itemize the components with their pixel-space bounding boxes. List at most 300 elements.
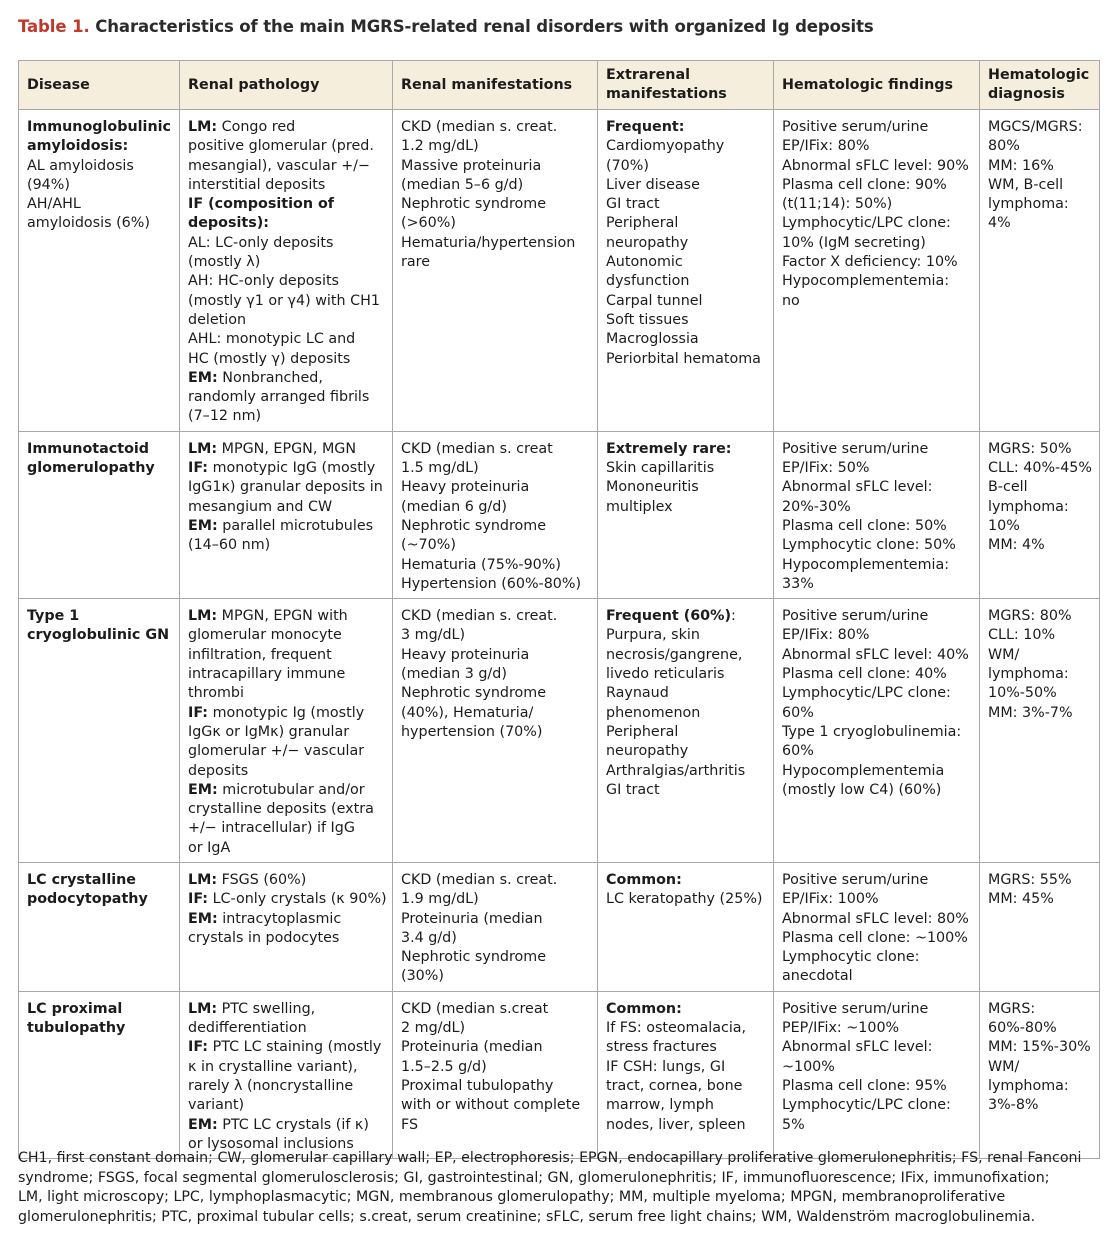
cell-text: or lysosomal inclusions [188, 1135, 354, 1152]
table-body [19, 110, 1100, 1159]
cell-line [606, 195, 765, 214]
cell-line: Positive serum/urine [782, 871, 929, 888]
cell-text: multiplex [606, 498, 673, 515]
cell-text: Arthralgias/arthritis [606, 762, 746, 779]
cell-line: amyloidosis (6%) [27, 215, 150, 232]
cell-line: AH/AHL [27, 196, 81, 213]
cell-heading: IF (composition of [188, 196, 335, 213]
cell-line [606, 350, 765, 369]
cell-text: (mostly γ1 or γ4) with CH1 [188, 292, 380, 309]
extrarenal-manifestations-cell [598, 431, 774, 598]
table-header [19, 61, 1100, 110]
cell-line: 3%-8% [988, 1097, 1039, 1114]
cell-line: MGRS: 50% [988, 440, 1072, 457]
cell-text: Skin capillaritis [606, 460, 715, 477]
cell-text: deletion [188, 311, 247, 328]
cell-line: Abnormal sFLC level: [782, 1039, 933, 1056]
cell-line [606, 137, 765, 156]
cell-text: dysfunction [606, 273, 690, 290]
cell-line: 20%-30% [782, 498, 851, 515]
cell-line [188, 819, 384, 838]
cell-line [188, 330, 384, 349]
extrarenal-manifestations-cell [598, 599, 774, 863]
cell-text: crystals in podocytes [188, 929, 340, 946]
cell-line [606, 459, 765, 478]
cell-line: Abnormal sFLC level: 90% [782, 157, 969, 174]
cell-line: Hypocomplementemia: [782, 273, 950, 290]
cell-line [606, 1096, 765, 1115]
cell-line: (median 3 g/d) [401, 666, 507, 683]
cell-text: (70%) [606, 157, 649, 174]
cell-text: neuropathy [606, 743, 689, 760]
footnote-line: CH1, first constant domain; CW, glomerular capillary wall; EP, electrophoresis; EPGN, endocapillary proliferative glomerulonephritis; FS, renal Fanconi [18, 1150, 1082, 1166]
cell-line [606, 234, 765, 253]
footnote-line: LM, light microscopy; LPC, lymphoplasmacytic; MGN, membranous glomerulopathy; MM, multiple myeloma; MPGN, membranoproliferative [18, 1189, 1006, 1205]
cell-line: LC crystalline [27, 871, 136, 888]
cell-text: nodes, liver, spleen [606, 1116, 746, 1133]
cell-text: If FS: osteomalacia, [606, 1020, 747, 1037]
header-hematologic-diagnosis: Hematologic diagnosis [980, 61, 1100, 110]
cell-line [188, 176, 384, 195]
cell-line: EP/IFix: 100% [782, 891, 879, 908]
cell-text: (7–12 nm) [188, 408, 262, 425]
cell-text: or IgA [188, 839, 231, 856]
cell-line: Positive serum/urine [782, 119, 929, 135]
cell-text: infiltration, frequent [188, 646, 332, 663]
cell-line: cryoglobulinic GN [27, 627, 170, 644]
cell-line: 3.4 g/d) [401, 929, 457, 946]
cell-line: MM: 15%-30% [988, 1039, 1091, 1056]
cell-line: (94%) [27, 176, 70, 193]
cell-text: +/− intracellular) if IgG [188, 820, 355, 837]
extrarenal-manifestations-cell [598, 991, 774, 1158]
cell-heading: Frequent: [606, 119, 685, 135]
cell-line [188, 440, 384, 459]
cell-line [188, 350, 384, 369]
cell-line [606, 607, 765, 626]
cell-text: GI tract [606, 196, 660, 213]
cell-line: MM: 4% [988, 537, 1045, 554]
cell-heading: EM: [188, 1116, 218, 1133]
cell-line: 80% [988, 138, 1020, 155]
cell-heading: IF: [188, 704, 209, 721]
cell-text: GI tract [606, 781, 660, 798]
cell-line [188, 272, 384, 291]
renal-pathology-cell [180, 599, 393, 863]
cell-line: Lymphocytic clone: [782, 949, 920, 966]
cell-line: glomerulopathy [27, 460, 155, 477]
cell-line: WM/ [988, 1058, 1020, 1075]
cell-line [606, 478, 765, 497]
cell-line: podocytopathy [27, 891, 148, 908]
cell-text: (mostly λ) [188, 254, 261, 271]
cell-line [606, 1077, 765, 1096]
cell-text: mesangium and CW [188, 498, 333, 515]
cell-line: Proteinuria (median [401, 910, 543, 927]
cell-line [188, 626, 384, 645]
cell-line: Type 1 [27, 608, 80, 625]
cell-line [188, 407, 384, 426]
hematologic-findings-cell [774, 431, 980, 598]
hematologic-findings-cell [774, 110, 980, 432]
cell-text: PTC LC staining (mostly [208, 1039, 382, 1056]
cell-line: Abnormal sFLC level: [782, 479, 933, 496]
cell-line [188, 157, 384, 176]
hematologic-diagnosis-cell [980, 862, 1100, 991]
cell-line: Lymphocytic/LPC clone: [782, 685, 951, 702]
cell-line: ~100% [782, 1058, 835, 1075]
cell-line: lymphoma: [988, 1077, 1069, 1094]
cell-line [188, 607, 384, 626]
cell-line [188, 195, 384, 214]
cell-line [188, 459, 384, 478]
cell-line [188, 137, 384, 156]
header-renal-pathology: Renal pathology [180, 61, 393, 110]
cell-line: with or without complete [401, 1097, 581, 1114]
cell-text: parallel microtubules [217, 517, 374, 534]
cell-line: 10% [988, 517, 1020, 534]
cell-text: variant) [188, 1097, 245, 1114]
extrarenal-manifestations-cell [598, 862, 774, 991]
renal-manifestations-cell [393, 991, 598, 1158]
cell-line [188, 929, 384, 948]
cell-line: (40%), Hematuria/ [401, 704, 534, 721]
cell-line: no [782, 292, 800, 309]
cell-text: Raynaud [606, 685, 669, 702]
cell-line: Positive serum/urine [782, 1000, 929, 1017]
cell-text: Peripheral [606, 723, 679, 740]
cell-line [606, 646, 765, 665]
cell-line [606, 742, 765, 761]
renal-pathology-cell [180, 110, 393, 432]
cell-text: deposits [188, 762, 249, 779]
cell-line [606, 762, 765, 781]
table-row [19, 991, 1100, 1158]
cell-line [188, 704, 384, 723]
cell-line: MGRS: 55% [988, 871, 1072, 888]
header-renal-manifestations: Renal manifestations [393, 61, 598, 110]
cell-line: (t(11;14): 50%) [782, 196, 893, 213]
cell-line: Proximal tubulopathy [401, 1077, 554, 1094]
cell-line: MM: 16% [988, 157, 1054, 174]
cell-line: Positive serum/urine [782, 440, 929, 457]
cell-heading: EM: [188, 369, 218, 386]
cell-line: 5% [782, 1116, 805, 1133]
cell-text: randomly arranged fibrils [188, 389, 370, 406]
cell-text: neuropathy [606, 234, 689, 251]
cell-text: AHL: monotypic LC and [188, 331, 356, 348]
cell-heading: LM: [188, 440, 218, 457]
cell-line: (>60%) [401, 215, 456, 232]
cell-line: (median 5–6 g/d) [401, 176, 524, 193]
cell-line [188, 369, 384, 388]
cell-heading: Common: [606, 1000, 682, 1017]
cell-line: hypertension (70%) [401, 723, 543, 740]
cell-line: MM: 3%-7% [988, 704, 1073, 721]
cell-line: CLL: 40%-45% [988, 460, 1092, 477]
cell-line [606, 704, 765, 723]
cell-line: tubulopathy [27, 1020, 126, 1037]
renal-manifestations-cell [393, 862, 598, 991]
cell-line: B-cell [988, 479, 1028, 496]
cell-text: Cardiomyopathy [606, 138, 725, 155]
cell-text: thrombi [188, 685, 244, 702]
cell-text: AH: HC-only deposits [188, 273, 340, 290]
table-caption: Characteristics of the main MGRS-related renal disorders with organized Ig deposits [95, 17, 874, 36]
cell-line [606, 1038, 765, 1057]
cell-text: stress fractures [606, 1039, 717, 1056]
extrarenal-manifestations-cell [598, 110, 774, 432]
cell-line [188, 742, 384, 761]
cell-heading: Frequent (60%) [606, 608, 731, 625]
cell-line: EP/IFix: 80% [782, 627, 870, 644]
cell-line [188, 214, 384, 233]
cell-heading: Common: [606, 871, 682, 888]
header-row [19, 61, 1100, 110]
header-extrarenal-manifestations: Extrarenal manifestations [598, 61, 774, 110]
cell-text: PTC swelling, [217, 1000, 316, 1017]
cell-line [188, 292, 384, 311]
cell-heading: EM: [188, 517, 218, 534]
cell-line: 60%-80% [988, 1020, 1057, 1037]
table-row [19, 862, 1100, 991]
cell-heading: LM: [188, 119, 218, 135]
cell-line [606, 723, 765, 742]
cell-line [188, 800, 384, 819]
cell-line: MGCS/MGRS: [988, 119, 1083, 135]
cell-line: Heavy proteinuria [401, 479, 530, 496]
cell-line: Lymphocytic/LPC clone: [782, 1097, 951, 1114]
cell-line: 3 mg/dL) [401, 627, 466, 644]
cell-line: 1.5 mg/dL) [401, 460, 479, 477]
hematologic-findings-cell [774, 599, 980, 863]
cell-line [606, 157, 765, 176]
cell-text: glomerular monocyte [188, 627, 342, 644]
cell-line [188, 839, 384, 858]
cell-line [188, 910, 384, 929]
table-footnote [18, 1149, 1103, 1227]
cell-text: AL: LC-only deposits [188, 234, 334, 251]
renal-manifestations-cell [393, 110, 598, 432]
cell-line [188, 1038, 384, 1057]
cell-text: livedo reticularis [606, 666, 725, 683]
cell-line: Plasma cell clone: 90% [782, 176, 947, 193]
cell-text: FSGS (60%) [217, 871, 307, 888]
cell-line [606, 253, 765, 272]
cell-line: Nephrotic syndrome [401, 949, 547, 966]
cell-line: EP/IFix: 80% [782, 138, 870, 155]
cell-line [606, 272, 765, 291]
cell-line [606, 684, 765, 703]
cell-line: rare [401, 254, 430, 271]
cell-line [606, 1019, 765, 1038]
cell-line [606, 626, 765, 645]
cell-text: LC-only crystals (κ 90%) [208, 891, 387, 908]
cell-heading: EM: [188, 910, 218, 927]
cell-line [606, 665, 765, 684]
cell-line: CLL: 10% [988, 627, 1056, 644]
cell-line: WM/ [988, 646, 1020, 663]
cell-line [606, 118, 765, 137]
cell-line: Positive serum/urine [782, 608, 929, 625]
cell-line [188, 871, 384, 890]
cell-text: Autonomic [606, 254, 683, 271]
cell-line: CKD (median s. creat. [401, 608, 558, 625]
cell-text: phenomenon [606, 704, 701, 721]
cell-text: mesangial), vascular +/− [188, 157, 370, 174]
cell-line [188, 1058, 384, 1077]
cell-text: interstitial deposits [188, 176, 326, 193]
cell-line: 10%-50% [988, 685, 1057, 702]
cell-line [188, 665, 384, 684]
cell-text: LC keratopathy (25%) [606, 891, 763, 908]
cell-text: intracapillary immune [188, 666, 346, 683]
table-row [19, 431, 1100, 598]
cell-line [188, 1000, 384, 1019]
cell-heading: EM: [188, 781, 218, 798]
cell-line: 1.5–2.5 g/d) [401, 1058, 487, 1075]
renal-manifestations-cell [393, 599, 598, 863]
cell-line [188, 234, 384, 253]
cell-line: 2 mg/dL) [401, 1020, 466, 1037]
hematologic-findings-cell [774, 862, 980, 991]
cell-line: Immunoglobulinic [27, 119, 172, 135]
renal-manifestations-cell [393, 431, 598, 598]
cell-line [188, 388, 384, 407]
cell-text: tract, cornea, bone [606, 1077, 743, 1094]
header-disease: Disease [19, 61, 180, 110]
cell-line: Lymphocytic/LPC clone: [782, 215, 951, 232]
cell-line [188, 517, 384, 536]
cell-line: Nephrotic syndrome [401, 196, 547, 213]
cell-text: IF CSH: lungs, GI [606, 1058, 726, 1075]
cell-line [188, 118, 384, 137]
cell-line: Nephrotic syndrome [401, 517, 547, 534]
cell-text: PTC LC crystals (if κ) [217, 1116, 369, 1133]
cell-line [188, 311, 384, 330]
cell-line [188, 781, 384, 800]
footnote-line: glomerulonephritis; PTC, proximal tubular cells; s.creat, serum creatinine; sFLC, serum free light chains; WM, Waldenström macroglobulinemia. [18, 1208, 1036, 1225]
cell-line: AL amyloidosis [27, 157, 134, 174]
cell-text: κ in crystalline variant), [188, 1058, 358, 1075]
cell-line: Proteinuria (median [401, 1039, 543, 1056]
cell-heading: deposits): [188, 215, 269, 232]
cell-line [606, 498, 765, 517]
hematologic-findings-cell [774, 991, 980, 1158]
cell-line: FS [401, 1116, 419, 1133]
cell-line: Heavy proteinuria [401, 646, 530, 663]
cell-text: : [731, 608, 736, 625]
cell-line: lymphoma: [988, 498, 1069, 515]
table-title [18, 17, 874, 36]
cell-line: 4% [988, 215, 1011, 232]
cell-text: Congo red [217, 119, 296, 135]
cell-line [606, 871, 765, 890]
cell-heading: LM: [188, 608, 218, 625]
cell-text: (14–60 nm) [188, 537, 271, 554]
cell-line: MGRS: [988, 1000, 1036, 1017]
cell-line: 60% [782, 704, 814, 721]
cell-text: microtubular and/or [217, 781, 365, 798]
cell-line: 60% [782, 743, 814, 760]
cell-text: marrow, lymph [606, 1097, 714, 1114]
cell-line [606, 176, 765, 195]
cell-line: Plasma cell clone: 95% [782, 1077, 947, 1094]
disease-cell [19, 110, 180, 432]
cell-line: Abnormal sFLC level: 40% [782, 646, 969, 663]
hematologic-diagnosis-cell [980, 599, 1100, 863]
disease-cell [19, 599, 180, 863]
cell-text: Purpura, skin [606, 627, 700, 644]
cell-line [606, 292, 765, 311]
cell-line: Factor X deficiency: 10% [782, 254, 958, 271]
cell-line [188, 723, 384, 742]
cell-line: Immunotactoid [27, 440, 150, 457]
footnote-line: syndrome; FSGS, focal segmental glomerulosclerosis; GI, gastrointestinal; GN, glomerulonephritis; IF, immunofluorescence; IFix, immunofixation; [18, 1169, 1050, 1186]
cell-text: Soft tissues [606, 311, 689, 328]
cell-line [606, 781, 765, 800]
cell-line: Hematuria (75%-90%) [401, 556, 561, 573]
cell-line: Abnormal sFLC level: 80% [782, 910, 969, 927]
characteristics-table [18, 60, 1100, 1159]
cell-text: positive glomerular (pred. [188, 138, 374, 155]
cell-text: Carpal tunnel [606, 292, 703, 309]
cell-line [188, 478, 384, 497]
cell-text: monotypic Ig (mostly [208, 704, 365, 721]
cell-line: lymphoma: [988, 196, 1069, 213]
cell-text: MPGN, EPGN, MGN [217, 440, 357, 457]
cell-line: lymphoma: [988, 666, 1069, 683]
cell-heading: IF: [188, 891, 209, 908]
cell-line [188, 1096, 384, 1115]
cell-line: Hematuria/hypertension [401, 234, 576, 251]
cell-line [606, 311, 765, 330]
cell-line [188, 253, 384, 272]
cell-line: MGRS: 80% [988, 608, 1072, 625]
cell-line [606, 1116, 765, 1135]
cell-line: CKD (median s.creat [401, 1000, 549, 1017]
cell-text: Peripheral [606, 215, 679, 232]
header-hematologic-findings: Hematologic findings [774, 61, 980, 110]
cell-line: 1.2 mg/dL) [401, 138, 479, 155]
cell-line: Massive proteinuria [401, 157, 542, 174]
cell-text: HC (mostly γ) deposits [188, 350, 351, 367]
cell-line: (mostly low C4) (60%) [782, 781, 942, 798]
cell-line [606, 1058, 765, 1077]
cell-line: Plasma cell clone: 40% [782, 666, 947, 683]
hematologic-diagnosis-cell [980, 110, 1100, 432]
cell-line: (median 6 g/d) [401, 498, 507, 515]
cell-text: necrosis/gangrene, [606, 646, 743, 663]
cell-line: Plasma cell clone: ~100% [782, 929, 968, 946]
cell-text: IgG1κ) granular deposits in [188, 479, 383, 496]
cell-line: Plasma cell clone: 50% [782, 517, 947, 534]
cell-line [188, 684, 384, 703]
cell-line: 1.9 mg/dL) [401, 891, 479, 908]
hematologic-diagnosis-cell [980, 991, 1100, 1158]
cell-line [606, 440, 765, 459]
cell-line [188, 890, 387, 909]
renal-pathology-cell [180, 431, 393, 598]
cell-text: Periorbital hematoma [606, 350, 761, 367]
cell-line: PEP/IFix: ~100% [782, 1020, 900, 1037]
disease-cell [19, 431, 180, 598]
cell-text: Liver disease [606, 176, 700, 193]
renal-pathology-cell [180, 862, 393, 991]
cell-line: amyloidosis: [27, 138, 129, 155]
cell-text: Mononeuritis [606, 479, 699, 496]
cell-text: MPGN, EPGN with [217, 608, 348, 625]
